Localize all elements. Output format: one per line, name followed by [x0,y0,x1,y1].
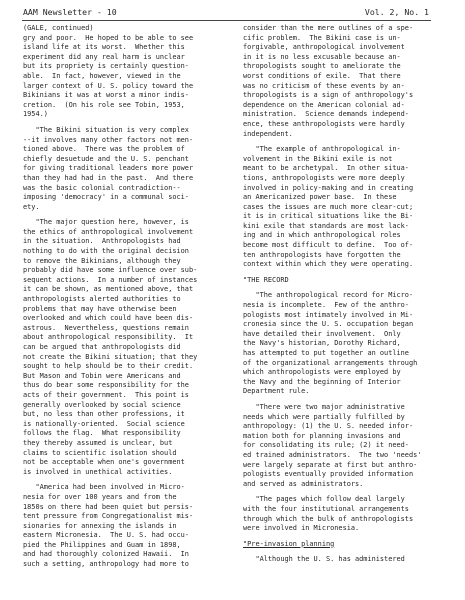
paragraph-text: "America had been involved in Micro- nesia for over 100 years and from the 1850s on there had been quiet but persis- tent pressure from Congregationalist mis- sionaries for annexing the islands in eastern Micronesia. The U. S. had occu- pied the Philippines and Guam in 1898, and had thoroughly colonized Hawaii. In such a setting, anthropology had more to [23,483,194,569]
left-column [23,24,235,570]
paragraph-text: consider than the mere outlines of a spe- cific problem. The Bikini case is un- forgivable, anthropological involvement in it is no less excusable because an- thropologists sought to ameliorate the worst conditions of exile. That there was no criticism of these events by an- thropologists is a sign of anthropology's dependence on the American colonial ad- ministration. Science demands independ- ence, these anthropologists were hardly independent. [243,24,414,138]
paragraph-text: "The pages which follow deal largely with the four institutional arrangements through which the bulk of anthropologists were involved in Micronesia. [243,495,414,533]
subsection-heading: "Pre-invasion planning [243,539,335,548]
paragraph-text: (GALE, continued) gry and poor. He hoped to be able to see island life at its worst. Whether this experiment did any real harm is unclear but its propriety is certainly question- able. In fact, however, viewed in the larger context of U. S. policy toward the Bikinians it was at worst a minor indis- cretion. (On his role see Tobin, 1953, 1954.) [23,24,194,119]
paragraph-text: "The anthropological record for Micro- nesia is incomplete. Few of the anthro- pologists most intimately involved in Mi- cronesia since the U. S. occupation began have detailed their involvement. Only the Navy's historian, Dorothy Richard, has attempted to put together an outline of the organizational arrangements through which anthropologists were employed by the Navy and the beginning of Interior Department rule. [243,291,418,396]
volume-number: Vol. 2, No. 1 [364,7,429,17]
right-column [243,24,443,565]
newsletter-title: AAM Newsletter - 10 [23,7,117,17]
section-heading: "THE RECORD [243,275,289,284]
paragraph-text: "The major question here, however, is the ethics of anthropological involvement in the situation. Anthropologists had nothing to do with the original decision to remove the Bikinians, although they probably did have some influence over sub- sequent actions. In a number of instances it can be shown, as mentioned above, that anthropologists alerted authorities to problems that may have otherwise been overlooked and which could have been dis- astrous. Nevertheless, questions remain about anthropological responsibility. It can be argued that anthropologists did not create the Bikini situation; that they sought to help should be to their credit. But Mason and Tobin were Americans and thus do bear some responsibility for the acts of their government. This point is generally overlooked by social science but, no less than other professions, it is nationally-oriented. Social science follows the flag. What responsibility they thereby assumed is unclear, but claims to scientific isolation should not be acceptable when one's government is involved in unethical activities. [23,218,198,476]
paragraph-text: "The example of anthropological in- volvement in the Bikini exile is not meant to be archetypal. In other situa- tions, anthropologists were more deeply involved in policy-making and in creating an Americanized power base. In these cases the issues are much more clear-cut; it is in critical situations like the Bi- kini exile that standards are most lack- ing and in which anthropological roles become most difficult to define. Too of- ten anthropologists have forgotten the context within which they were operating. [243,145,414,269]
header-rule [22,20,431,21]
paragraph-text: "Although the U. S. has administered [243,555,405,564]
paragraph-text: "The Bikini situation is very complex --it involves many other factors not men- tioned above. There was the problem of chiefly desuetude and the U. S. penchant for giving traditional leaders more power than they had had in the past. And there was the basic colonial contradiction-- imposing 'democracy' in a communal soci- ety. [23,125,194,211]
paragraph-text: "There were two major administrative needs which were partially fulfilled by anthropology: (1) the U. S. needed infor- mation both for planning invasions and for consolidating its rule; (2) it need- ed trained administrators. The two 'needs' were largely separate at first but anthro- pologists eventually provided information and served as administrators. [243,402,422,488]
